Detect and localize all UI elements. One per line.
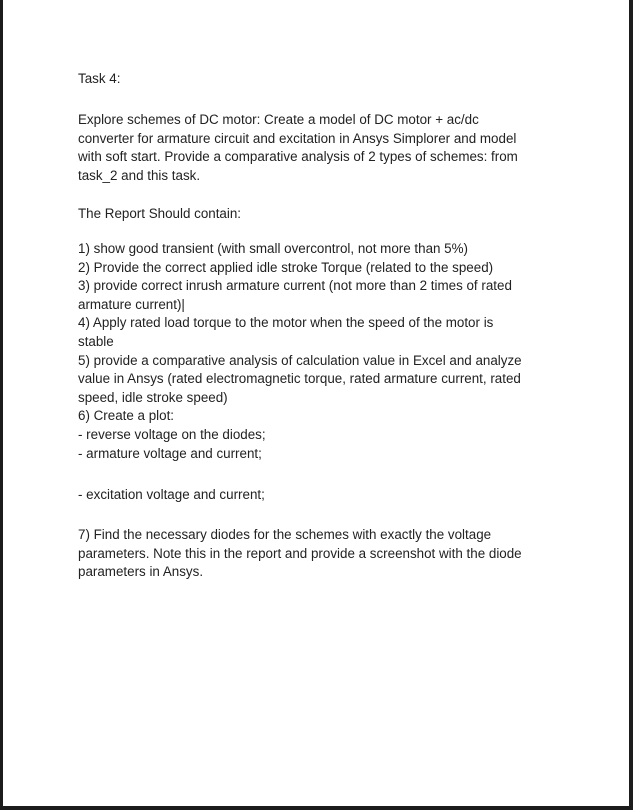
list-item: 3) provide correct inrush armature current (not more than 2 times of rated (78, 278, 512, 294)
list-item: parameters in Ansys. (78, 564, 204, 580)
list-item: 5) provide a comparative analysis of calculation value in Excel and analyze (78, 352, 522, 368)
intro-line: converter for armature circuit and excitation in Ansys Simplorer and model (78, 130, 517, 146)
excitation-item: - excitation voltage and current; (78, 487, 265, 502)
list-item: stable (78, 333, 114, 349)
task-title: Task 4: (78, 71, 121, 86)
intro-line: task_2 and this task. (78, 167, 201, 183)
list-item: 4) Apply rated load torque to the motor when the speed of the motor is (78, 315, 494, 331)
list-item: armature current)| (78, 296, 185, 312)
requirements-list (78, 240, 578, 463)
list-item: - reverse voltage on the diodes; (78, 426, 266, 442)
report-heading: The Report Should contain: (78, 206, 242, 221)
intro-paragraph (78, 111, 578, 185)
list-item: 7) Find the necessary diodes for the schemes with exactly the voltage (78, 527, 492, 542)
list-item: 6) Create a plot: (78, 408, 175, 424)
intro-line: Explore schemes of DC motor: Create a model of DC motor + ac/dc (78, 112, 479, 127)
intro-line: with soft start. Provide a comparative analysis of 2 types of schemes: from (78, 149, 518, 165)
list-item: 2) Provide the correct applied idle stroke Torque (related to the speed) (78, 259, 494, 275)
list-item: parameters. Note this in the report and provide a screenshot with the diode (78, 545, 522, 561)
document-page (3, 0, 629, 806)
list-item: speed, idle stroke speed) (78, 389, 228, 405)
list-item: - armature voltage and current; (78, 445, 262, 461)
list-item: 1) show good transient (with small overcontrol, not more than 5%) (78, 241, 468, 256)
diodes-item (78, 526, 578, 582)
list-item: value in Ansys (rated electromagnetic torque, rated armature current, rated (78, 371, 521, 387)
